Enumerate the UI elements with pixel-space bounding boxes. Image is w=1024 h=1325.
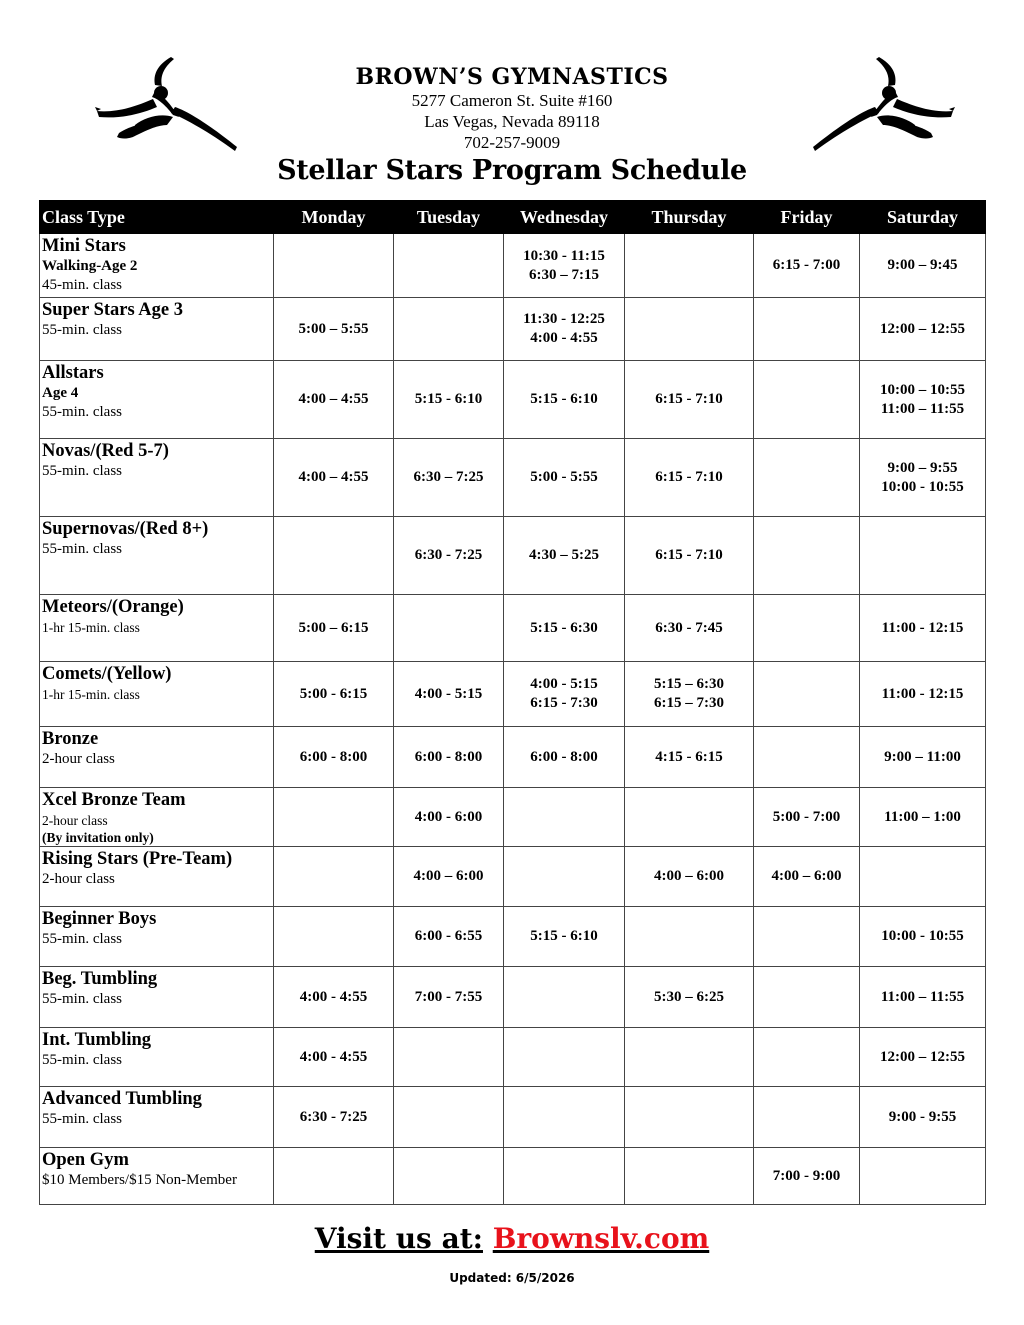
time-cell xyxy=(394,907,504,967)
class-time: 4:00 - 6:00 xyxy=(414,808,483,825)
time-cell xyxy=(274,361,394,439)
class-duration: 55-min. class xyxy=(42,1052,122,1068)
class-type-cell xyxy=(40,907,274,967)
time-cell xyxy=(504,1028,625,1087)
time-cell xyxy=(754,517,860,595)
time-cell xyxy=(504,788,625,847)
time-cell xyxy=(754,234,860,298)
table-row xyxy=(40,907,986,967)
column-header: Class Type xyxy=(40,201,274,234)
table-row xyxy=(40,1087,986,1148)
table-row xyxy=(40,967,986,1028)
class-type-cell xyxy=(40,234,274,298)
time-cell xyxy=(860,439,986,517)
table-row xyxy=(40,234,986,298)
time-cell xyxy=(274,234,394,298)
time-cell xyxy=(754,361,860,439)
time-cell xyxy=(274,967,394,1028)
class-type-cell xyxy=(40,361,274,439)
time-cell xyxy=(394,1028,504,1087)
table-row xyxy=(40,727,986,788)
time-cell xyxy=(274,595,394,662)
class-duration: $10 Members/$15 Non-Member xyxy=(42,1172,237,1188)
table-row xyxy=(40,1028,986,1087)
time-cell xyxy=(754,788,860,847)
class-time: 4:00 - 5:15 xyxy=(530,676,598,692)
class-time: 11:00 – 11:55 xyxy=(880,988,965,1005)
time-cell xyxy=(394,847,504,907)
class-name: Super Stars Age 3 xyxy=(42,300,183,320)
time-cell xyxy=(504,595,625,662)
time-cell xyxy=(860,361,986,439)
time-cell xyxy=(274,1087,394,1148)
class-time: 11:00 - 12:15 xyxy=(881,685,964,702)
time-cell xyxy=(394,595,504,662)
class-time: 12:00 – 12:55 xyxy=(880,1048,965,1065)
time-cell xyxy=(625,1148,754,1205)
time-cell xyxy=(754,595,860,662)
time-cell xyxy=(860,1148,986,1205)
time-cell xyxy=(625,727,754,788)
class-subtitle: Walking-Age 2 xyxy=(42,258,138,274)
class-time: 9:00 – 11:00 xyxy=(884,748,961,765)
time-cell xyxy=(625,967,754,1028)
time-cell xyxy=(274,1148,394,1205)
time-cell xyxy=(625,361,754,439)
address-line-1: 5277 Cameron St. Suite #160 xyxy=(411,91,613,110)
class-name: Allstars xyxy=(42,363,104,383)
class-duration: 1-hr 15-min. class xyxy=(42,620,140,635)
class-time: 5:30 – 6:25 xyxy=(654,988,724,1005)
time-cell xyxy=(860,788,986,847)
class-name: Bronze xyxy=(42,729,99,749)
class-time: 10:30 - 11:15 xyxy=(523,247,605,264)
time-cell xyxy=(754,907,860,967)
class-type-cell xyxy=(40,727,274,788)
time-cell xyxy=(860,517,986,595)
time-cell xyxy=(860,298,986,361)
time-cell xyxy=(625,847,754,907)
class-duration: 55-min. class xyxy=(42,322,122,338)
table-row xyxy=(40,847,986,907)
class-duration: 2-hour class xyxy=(42,871,115,887)
class-name: Xcel Bronze Team xyxy=(42,790,186,810)
time-cell xyxy=(754,1148,860,1205)
class-type-cell xyxy=(40,967,274,1028)
class-type-cell xyxy=(40,847,274,907)
time-cell xyxy=(504,439,625,517)
class-time: 4:00 – 6:00 xyxy=(771,868,842,884)
program-title: Stellar Stars Program Schedule xyxy=(277,155,747,186)
time-cell xyxy=(625,1028,754,1087)
class-time: 6:15 - 7:30 xyxy=(530,695,598,711)
address-line-2: Las Vegas, Nevada 89118 xyxy=(424,112,600,131)
class-time: 10:00 - 10:55 xyxy=(881,928,964,944)
time-cell xyxy=(504,517,625,595)
time-cell xyxy=(860,662,986,727)
time-cell xyxy=(394,1087,504,1148)
time-cell xyxy=(274,439,394,517)
class-time: 11:00 – 11:55 xyxy=(880,400,965,417)
class-time: 6:15 - 7:10 xyxy=(655,391,723,407)
table-row xyxy=(40,788,986,847)
class-time: 6:00 - 6:55 xyxy=(414,928,483,944)
class-time: 4:00 - 5:15 xyxy=(414,685,483,702)
class-type-cell xyxy=(40,517,274,595)
class-time: 4:30 – 5:25 xyxy=(529,547,599,563)
time-cell xyxy=(754,298,860,361)
table-row xyxy=(40,1148,986,1205)
time-cell xyxy=(860,727,986,788)
time-cell xyxy=(274,517,394,595)
class-time: 5:15 - 6:10 xyxy=(530,391,598,407)
time-cell xyxy=(625,234,754,298)
schedule-table xyxy=(39,200,986,1205)
class-time: 11:00 – 1:00 xyxy=(884,808,961,825)
class-time: 4:00 - 4:55 xyxy=(299,988,368,1005)
class-name: Novas/(Red 5-7) xyxy=(42,441,169,461)
class-name: Comets/(Yellow) xyxy=(42,664,172,684)
time-cell xyxy=(504,727,625,788)
schedule-body xyxy=(40,234,986,1205)
website-link[interactable]: Brownslv.com xyxy=(492,1222,710,1255)
class-duration: 2-hour class xyxy=(42,813,108,828)
time-cell xyxy=(754,1028,860,1087)
time-cell xyxy=(504,967,625,1028)
time-cell xyxy=(754,1087,860,1148)
class-time: 5:15 – 6:30 xyxy=(654,676,724,692)
column-header: Monday xyxy=(274,201,394,234)
class-type-cell xyxy=(40,1028,274,1087)
class-type-cell xyxy=(40,439,274,517)
gymnast-leap-icon xyxy=(95,55,240,165)
time-cell xyxy=(504,1087,625,1148)
time-cell xyxy=(394,517,504,595)
class-duration: 2-hour class xyxy=(42,751,115,767)
time-cell xyxy=(754,439,860,517)
class-time: 10:00 – 10:55 xyxy=(880,381,965,398)
time-cell xyxy=(274,907,394,967)
class-time: 7:00 - 7:55 xyxy=(414,988,483,1005)
column-header: Tuesday xyxy=(394,201,504,234)
time-cell xyxy=(504,361,625,439)
class-time: 5:00 - 5:55 xyxy=(530,469,598,485)
time-cell xyxy=(394,727,504,788)
time-cell xyxy=(394,234,504,298)
time-cell xyxy=(394,967,504,1028)
class-time: 4:00 – 4:55 xyxy=(298,391,369,407)
time-cell xyxy=(625,298,754,361)
table-row xyxy=(40,595,986,662)
time-cell xyxy=(274,1028,394,1087)
column-header: Wednesday xyxy=(504,201,625,234)
class-note: (By invitation only) xyxy=(42,830,154,845)
time-cell xyxy=(754,662,860,727)
table-header-row xyxy=(40,201,986,234)
table-row xyxy=(40,361,986,439)
class-time: 4:00 – 6:00 xyxy=(413,868,484,884)
class-type-cell xyxy=(40,298,274,361)
column-header: Friday xyxy=(754,201,860,234)
class-time: 11:30 - 12:25 xyxy=(523,311,605,327)
class-time: 6:15 - 7:10 xyxy=(655,547,723,563)
time-cell xyxy=(860,847,986,907)
time-cell xyxy=(504,1148,625,1205)
time-cell xyxy=(625,439,754,517)
time-cell xyxy=(860,907,986,967)
time-cell xyxy=(625,907,754,967)
time-cell xyxy=(504,298,625,361)
class-name: Rising Stars (Pre-Team) xyxy=(42,849,233,869)
time-cell xyxy=(504,847,625,907)
class-name: Beginner Boys xyxy=(42,909,157,929)
class-duration: 55-min. class xyxy=(42,1111,122,1127)
class-time: 6:30 - 7:45 xyxy=(655,619,723,636)
time-cell xyxy=(274,662,394,727)
class-duration: 55-min. class xyxy=(42,463,122,479)
class-type-cell xyxy=(40,662,274,727)
class-time: 6:30 – 7:25 xyxy=(413,469,484,485)
class-duration: 1-hr 15-min. class xyxy=(42,687,140,702)
class-duration: 55-min. class xyxy=(42,404,122,420)
time-cell xyxy=(754,847,860,907)
time-cell xyxy=(504,907,625,967)
time-cell xyxy=(274,847,394,907)
time-cell xyxy=(860,1028,986,1087)
class-time: 4:00 - 4:55 xyxy=(299,1048,368,1065)
class-name: Meteors/(Orange) xyxy=(42,597,184,617)
time-cell xyxy=(394,298,504,361)
class-time: 12:00 – 12:55 xyxy=(880,320,965,337)
time-cell xyxy=(625,662,754,727)
class-time: 9:00 – 9:45 xyxy=(887,257,958,273)
class-time: 9:00 - 9:55 xyxy=(888,1108,957,1125)
class-name: Int. Tumbling xyxy=(42,1030,152,1050)
class-time: 5:00 – 6:15 xyxy=(298,619,369,636)
gymnast-leap-icon xyxy=(810,55,955,165)
time-cell xyxy=(504,662,625,727)
class-name: Supernovas/(Red 8+) xyxy=(42,519,209,539)
class-time: 5:15 - 6:10 xyxy=(414,391,483,407)
class-time: 5:00 - 6:15 xyxy=(299,685,368,702)
class-time: 4:00 – 6:00 xyxy=(654,868,724,884)
class-duration: 55-min. class xyxy=(42,991,122,1007)
class-name: Open Gym xyxy=(42,1150,129,1170)
website-banner xyxy=(0,1222,1024,1255)
time-cell xyxy=(394,1148,504,1205)
time-cell xyxy=(504,234,625,298)
updated-date: Updated: 6/5/2026 xyxy=(449,1271,575,1285)
time-cell xyxy=(860,595,986,662)
class-time: 5:15 - 6:10 xyxy=(530,928,598,944)
table-row xyxy=(40,662,986,727)
time-cell xyxy=(860,234,986,298)
column-header: Thursday xyxy=(625,201,754,234)
class-time: 7:00 - 9:00 xyxy=(772,1167,841,1184)
class-subtitle: Age 4 xyxy=(42,385,79,401)
class-type-cell xyxy=(40,1087,274,1148)
class-time: 6:00 - 8:00 xyxy=(414,748,483,765)
time-cell xyxy=(394,361,504,439)
class-time: 6:00 - 8:00 xyxy=(530,748,598,765)
table-row xyxy=(40,298,986,361)
class-time: 6:30 - 7:25 xyxy=(414,547,483,563)
class-time: 6:30 - 7:25 xyxy=(299,1108,368,1125)
class-time: 4:15 - 6:15 xyxy=(655,748,723,765)
class-duration: 45-min. class xyxy=(42,277,122,293)
class-type-cell xyxy=(40,788,274,847)
class-type-cell xyxy=(40,1148,274,1205)
class-time: 5:00 – 5:55 xyxy=(298,320,369,337)
class-time: 5:00 - 7:00 xyxy=(772,808,841,825)
class-duration: 55-min. class xyxy=(42,541,122,557)
time-cell xyxy=(754,727,860,788)
class-time: 10:00 - 10:55 xyxy=(881,478,964,495)
visit-label: Visit us at: xyxy=(314,1222,483,1255)
class-time: 6:00 - 8:00 xyxy=(299,748,368,765)
time-cell xyxy=(754,967,860,1028)
class-time: 4:00 – 4:55 xyxy=(298,469,369,485)
class-name: Advanced Tumbling xyxy=(42,1089,202,1109)
time-cell xyxy=(625,1087,754,1148)
phone-number: 702-257-9009 xyxy=(463,133,561,152)
class-time: 5:15 - 6:30 xyxy=(530,619,598,636)
table-row xyxy=(40,439,986,517)
time-cell xyxy=(860,967,986,1028)
time-cell xyxy=(274,727,394,788)
time-cell xyxy=(625,595,754,662)
class-type-cell xyxy=(40,595,274,662)
table-row xyxy=(40,517,986,595)
time-cell xyxy=(274,298,394,361)
class-time: 6:30 – 7:15 xyxy=(529,266,599,283)
class-duration: 55-min. class xyxy=(42,931,122,947)
time-cell xyxy=(625,517,754,595)
class-time: 6:15 - 7:10 xyxy=(655,469,723,485)
time-cell xyxy=(394,662,504,727)
time-cell xyxy=(860,1087,986,1148)
class-name: Mini Stars xyxy=(42,236,126,256)
class-time: 11:00 - 12:15 xyxy=(881,619,964,636)
class-time: 6:15 - 7:00 xyxy=(772,257,841,273)
time-cell xyxy=(394,788,504,847)
class-time: 4:00 - 4:55 xyxy=(530,330,598,346)
gym-name: BROWN’S GYMNASTICS xyxy=(355,64,669,90)
class-time: 9:00 – 9:55 xyxy=(887,459,958,476)
class-name: Beg. Tumbling xyxy=(42,969,158,989)
time-cell xyxy=(625,788,754,847)
time-cell xyxy=(274,788,394,847)
column-header: Saturday xyxy=(860,201,986,234)
class-time: 6:15 – 7:30 xyxy=(654,695,724,711)
time-cell xyxy=(394,439,504,517)
